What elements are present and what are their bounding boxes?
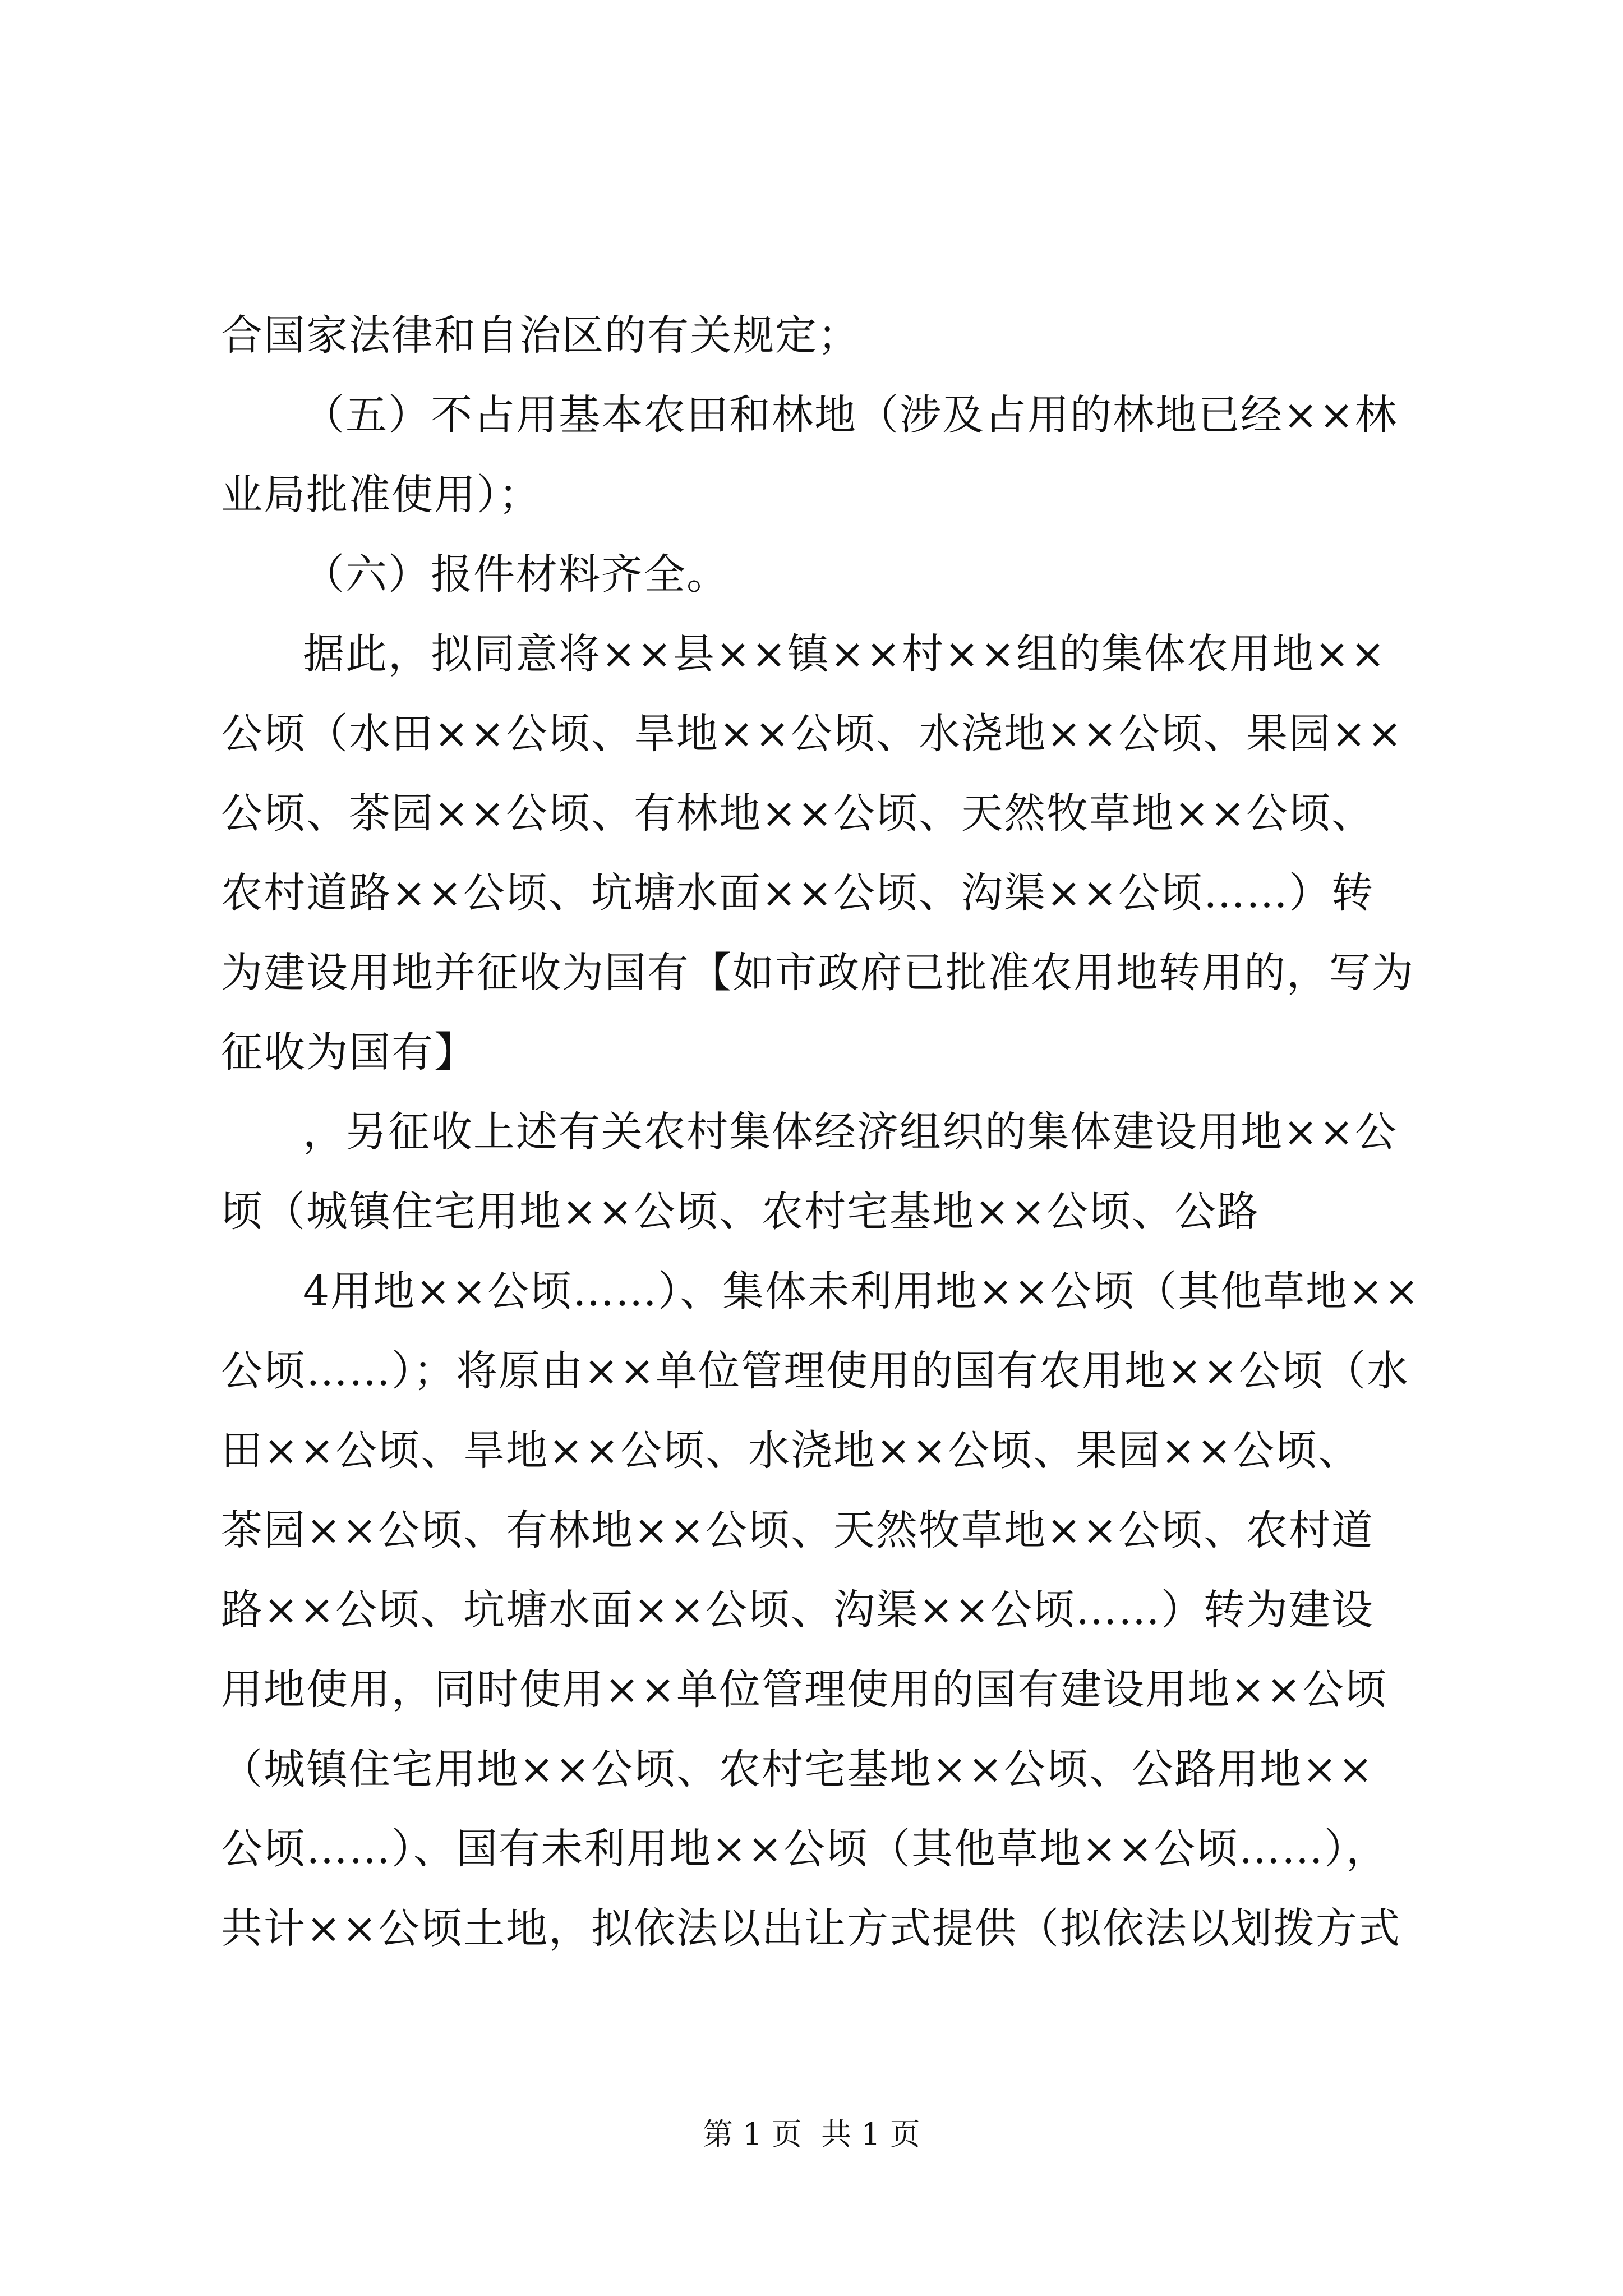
text-line: 4用地××公顷……）、集体未利用地××公顷（其他草地××: [303, 1267, 1421, 1315]
text-line: 公顷……）；将原由××单位管理使用的国有农用地××公顷（水: [221, 1347, 1410, 1395]
text-line: 顷（城镇住宅用地××公顷、农村宅基地××公顷、公路: [221, 1188, 1260, 1236]
text-line: 业局批准使用）；: [221, 471, 541, 519]
text-line: 用地使用，同时使用××单位管理使用的国有建设用地××公顷: [221, 1665, 1388, 1714]
text-line: 为建设用地并征收为国有【如市政府已批准农用地转用的，写为: [221, 949, 1414, 997]
text-line: 田××公顷、旱地××公顷、水浇地××公顷、果园××公顷、: [221, 1427, 1361, 1475]
text-line: 茶园××公顷、有林地××公顷、天然牧草地××公顷、农村道: [221, 1506, 1375, 1554]
text-line: （五）不占用基本农田和林地（涉及占用的林地已经××林: [303, 391, 1398, 439]
page-number-footer: 第 1 页 共 1 页: [703, 2116, 920, 2152]
text-line: 共计××公顷土地，拟依法以出让方式提供（拟依法以划拨方式: [221, 1904, 1401, 1953]
text-line: 公顷、茶园××公顷、有林地××公顷、天然牧草地××公顷、: [221, 789, 1375, 838]
text-line: （六）报件材料齐全。: [303, 550, 729, 599]
text-line: （城镇住宅用地××公顷、农村宅基地××公顷、公路用地××: [221, 1745, 1375, 1793]
text-line: 据此，拟同意将××县××镇××村××组的集体农用地××: [303, 630, 1387, 678]
text-line: 征收为国有】: [221, 1028, 477, 1076]
text-line: 公顷……）、国有未利用地××公顷（其他草地××公顷……），: [221, 1825, 1389, 1873]
text-line: 合国家法律和自治区的有关规定；: [221, 311, 860, 360]
text-line: ，另征收上述有关农村集体经济组织的集体建设用地××公: [303, 1108, 1398, 1156]
text-line: 路××公顷、坑塘水面××公顷、沟渠××公顷……）转为建设: [221, 1586, 1375, 1634]
text-line: 农村道路××公顷、坑塘水面××公顷、沟渠××公顷……）转: [221, 869, 1375, 917]
text-line: 公顷（水田××公顷、旱地××公顷、水浇地××公顷、果园××: [221, 710, 1404, 758]
